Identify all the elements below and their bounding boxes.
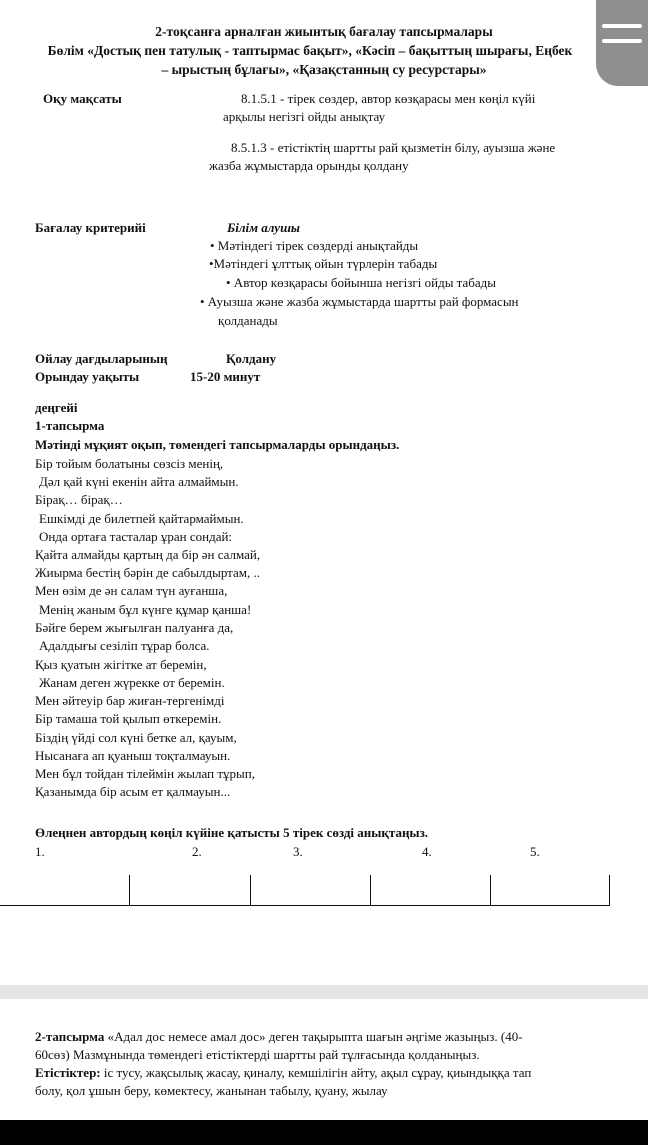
table-divider (490, 875, 491, 906)
time-value: 15-20 минут (190, 369, 261, 384)
time-label: Орындау уақыты (35, 369, 140, 384)
objective-1-line1: 8.1.5.1 - тірек сөздер, автор көзқарасы мен көңіл күйі (241, 91, 536, 106)
poem-line: Бәйге берем жығылған палуанға да, (35, 620, 234, 635)
poem-line: Мен өзім де ән салам түн ауғанша, (35, 583, 228, 598)
page-title: 2-тоқсанға арналған жиынтық бағалау тапсырмалары (155, 24, 493, 39)
skills-label: Ойлау дағдыларының (35, 351, 168, 366)
answer-number: 3. (293, 844, 303, 859)
verbs-list-cont: болу, қол ұшын беру, көмектесу, жанынан табылу, қуану, жылау (35, 1083, 388, 1098)
menu-icon-bar (602, 24, 642, 28)
answer-number: 2. (192, 844, 202, 859)
verbs-label: Етістіктер: (35, 1065, 101, 1080)
objective-2-line1: 8.5.1.3 - етістіктің шартты рай қызметін білу, ауызша және (231, 140, 556, 155)
criteria-heading: Білім алушы (227, 220, 300, 235)
table-bottom-border (0, 905, 610, 906)
objective-1-line2: арқылы негізгі ойды анықтау (223, 109, 386, 124)
menu-icon-bar (602, 39, 642, 43)
task2-verbs (35, 1064, 531, 1082)
task2-line2: 60сөз) Мазмұнында төмендегі етістіктерді шартты рай тұлғасында қолданыңыз. (35, 1047, 480, 1062)
poem-line: Адалдығы сезіліп тұрар болса. (39, 638, 210, 653)
criteria-item: • Мәтіндегі тірек сөздерді анықтайды (210, 238, 419, 253)
criteria-item: қолданады (218, 313, 278, 328)
criteria-item: • Ауызша және жазба жұмыстарда шартты рай формасын (200, 294, 519, 309)
objective-2-line2: жазба жұмыстарда орынды қолдану (209, 158, 409, 173)
poem-line: Бір тойым болатыны сөзсіз менің, (35, 456, 224, 471)
poem-line: Біздің үйді сол күні бетке ал, қауым, (35, 730, 237, 745)
skills-label-cont: деңгейі (35, 400, 78, 415)
answer-number: 4. (422, 844, 432, 859)
poem-line: Ешкімді де билетпей қайтармаймын. (39, 511, 244, 526)
task2-text: «Адал дос немесе амал дос» деген тақырыпта шағын әңгіме жазыңыз. (40- (107, 1029, 523, 1044)
criteria-item: • Автор көзқарасы бойынша негізгі ойды табады (226, 275, 497, 290)
task2-line1 (35, 1028, 625, 1046)
poem-line: Қыз қуатын жігітке ат беремін, (35, 657, 207, 672)
criteria-item: •Мәтіндегі ұлттық ойын түрлерін табады (209, 256, 438, 271)
objectives-label: Оқу мақсаты (43, 91, 122, 106)
section-title-line1: Бөлім «Достық пен татулық - таптырмас бақыт», «Кәсіп – бақыттың шырағы, Еңбек (47, 43, 573, 58)
poem-line: Қайта алмайды қартың да бір ән салмай, (35, 547, 261, 562)
bottom-bar (0, 1120, 648, 1145)
verbs-list: іс тусу, жақсылық жасау, қиналу, кемшілігін айту, ақыл сұрау, қиындыққа тап (103, 1065, 532, 1080)
poem-line: Онда ортаға тасталар ұран сондай: (39, 529, 233, 544)
poem-line: Дәл қай күні екенін айта алмаймын. (39, 474, 239, 489)
poem-line: Жанам деген жүрекке от беремін. (39, 675, 225, 690)
task2-title: 2-тапсырма (35, 1029, 105, 1044)
poem-line: Мен әйтеуір бар жиған-тергенімді (35, 693, 225, 708)
poem-line: Бір тамаша той қылып өткеремін. (35, 711, 222, 726)
table-divider (250, 875, 251, 906)
answer-number: 5. (530, 844, 540, 859)
criteria-label: Бағалау критерийі (35, 220, 146, 235)
task1-question: Өлеңнен автордың көңіл күйіне қатысты 5 тірек сөзді анықтаңыз. (35, 825, 429, 840)
table-divider (609, 875, 610, 906)
poem-line: Қазанымда бір асым ет қалмауын... (35, 784, 231, 799)
answer-number: 1. (35, 844, 45, 859)
skills-value: Қолдану (226, 351, 277, 366)
task1-instruction: Мәтінді мұқият оқып, төмендегі тапсырмаларды орындаңыз. (35, 437, 400, 452)
menu-button[interactable] (596, 0, 648, 86)
table-divider (370, 875, 371, 906)
poem-line: Жиырма бестің бәрін де сабылдыртам, .. (35, 565, 260, 580)
poem-line: Мен бұл тойдан тілеймін жылап тұрып, (35, 766, 255, 781)
page-separator (0, 985, 648, 999)
poem-line: Менің жаным бұл күнге құмар қанша! (39, 602, 252, 617)
table-divider (129, 875, 130, 906)
poem-line: Нысанаға ап қуаныш тоқталмауын. (35, 748, 231, 763)
section-title-line2: – ырыстың бұлағы», «Қазақстанның су ресурстары» (161, 62, 487, 77)
task1-title: 1-тапсырма (35, 418, 105, 433)
poem-line: Бірақ… бірақ… (35, 492, 123, 507)
